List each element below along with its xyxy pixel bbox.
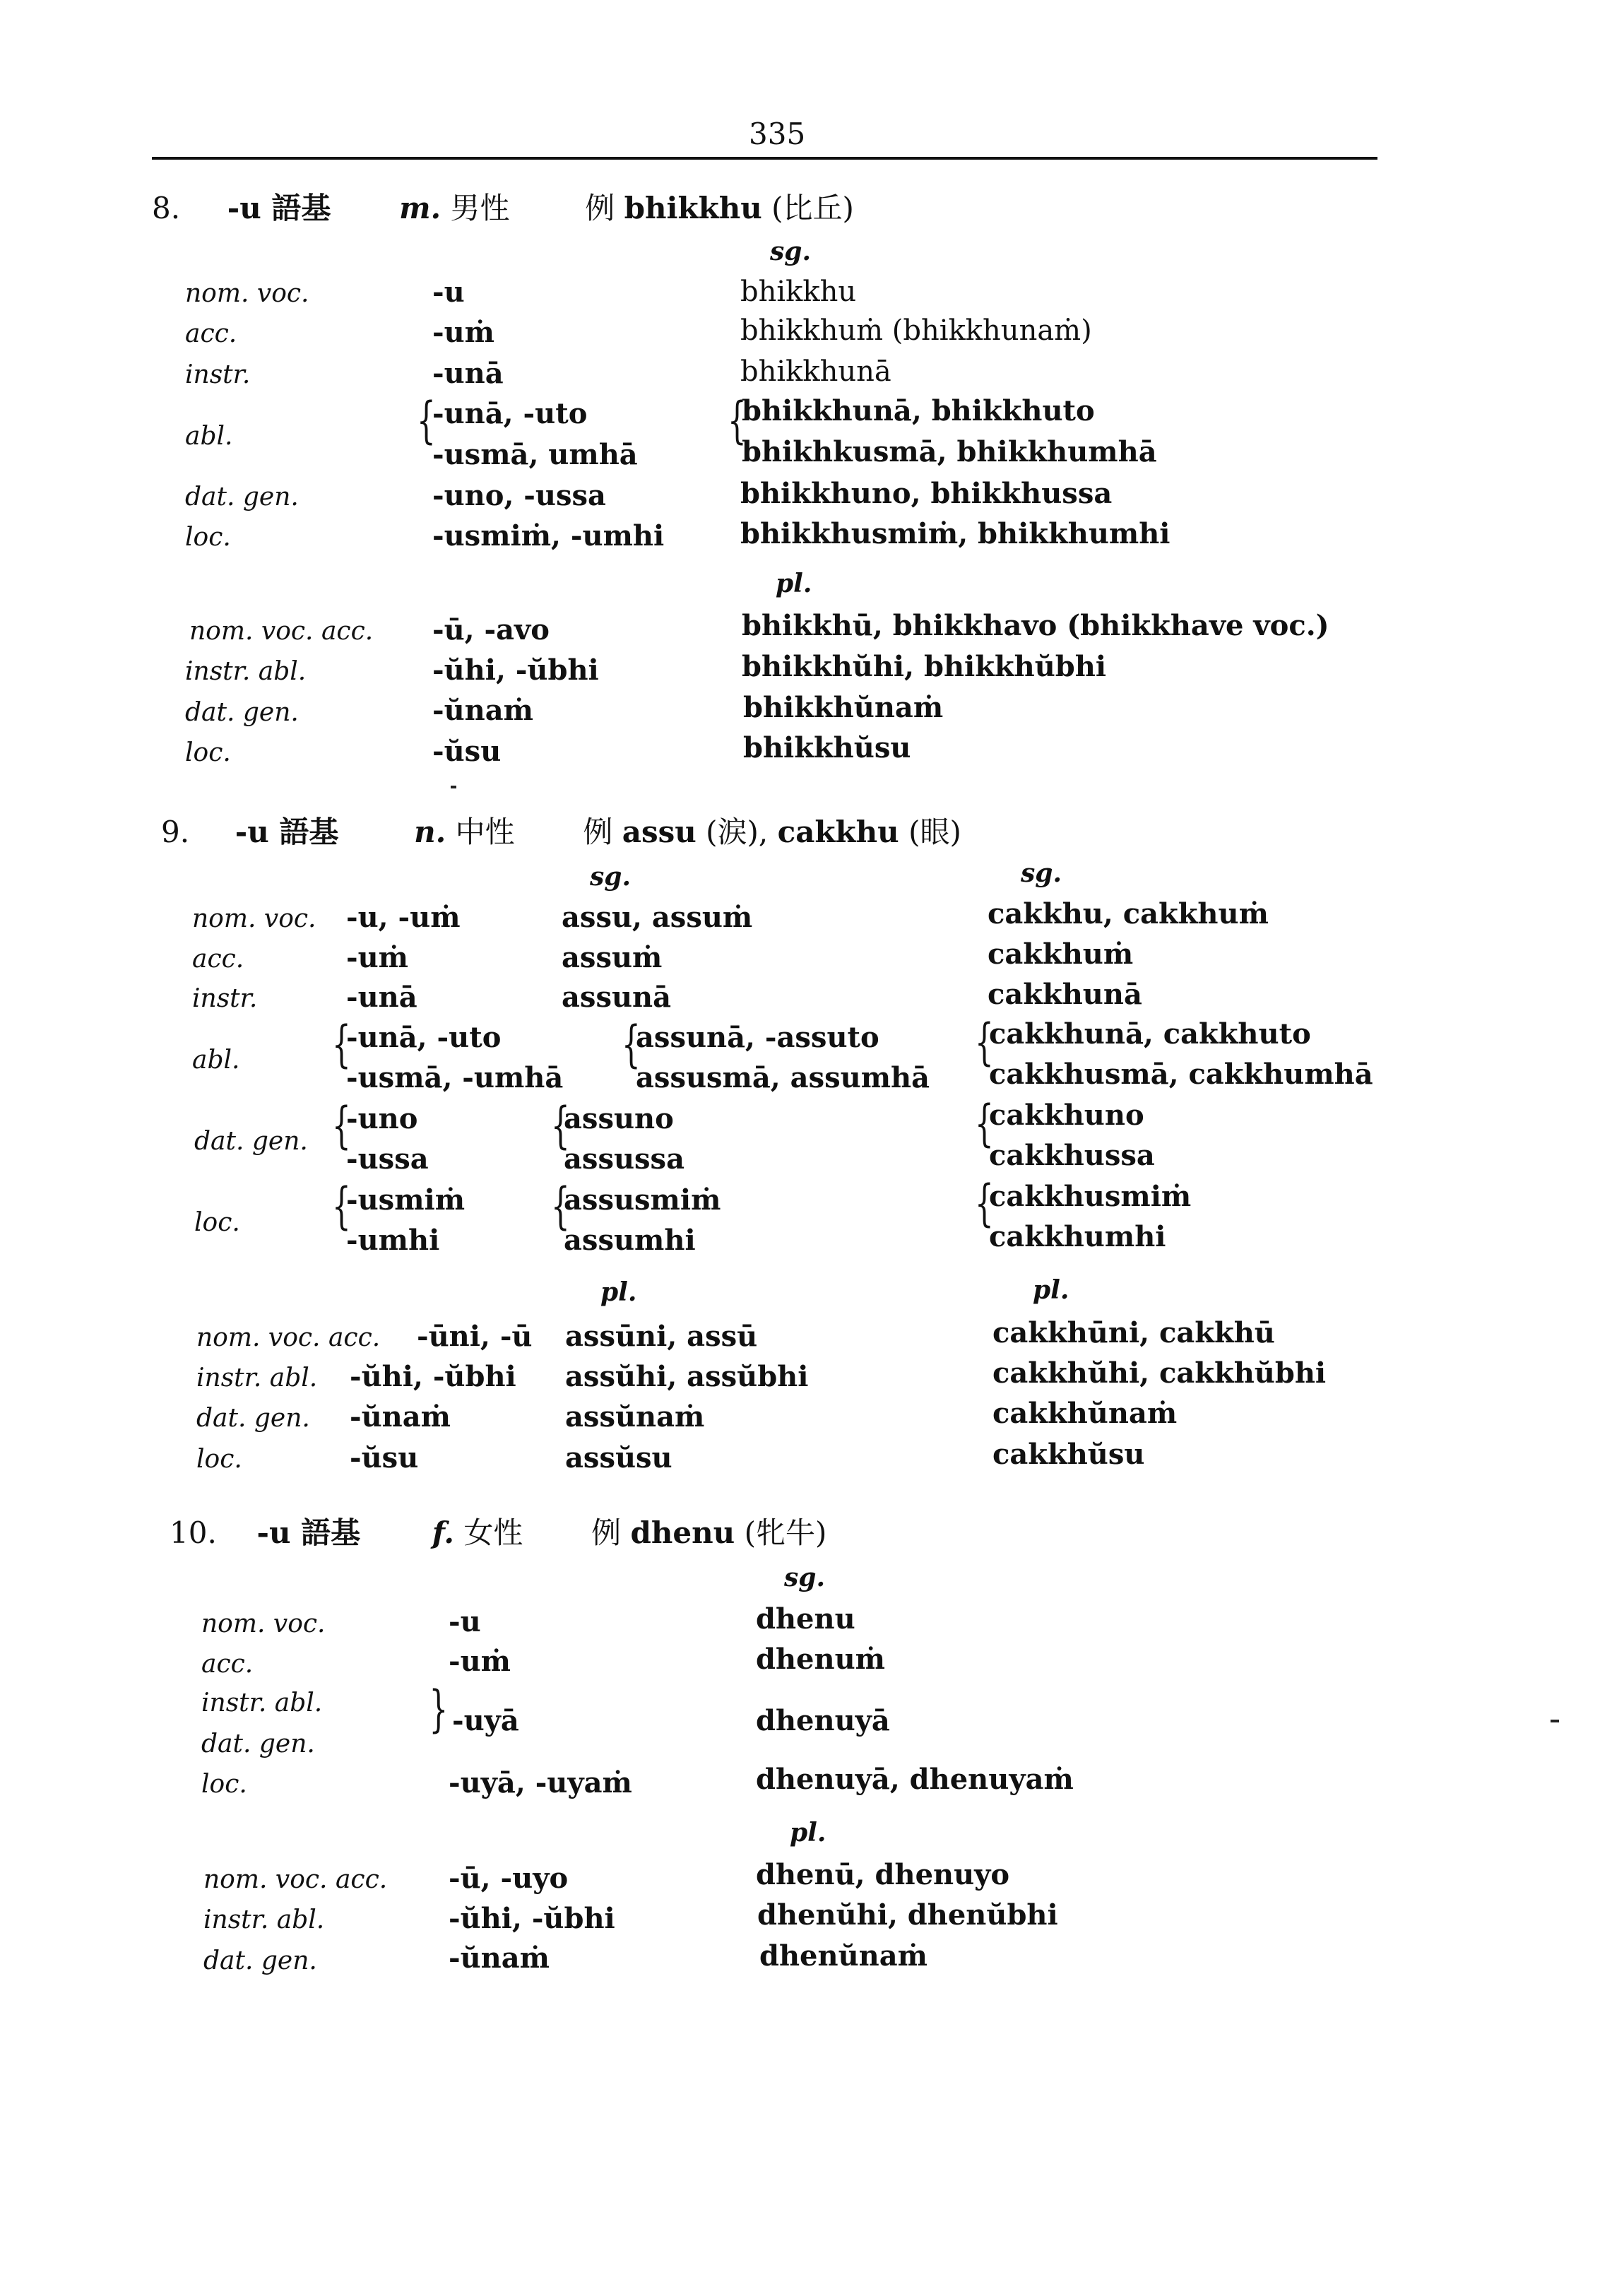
case-ending: -usmiṁ <box>346 1183 466 1217</box>
inflected-form: cakkhuno <box>989 1099 1144 1132</box>
case-label: instr. abl. <box>185 657 307 686</box>
gender-label: 女性 <box>463 1515 523 1550</box>
case-label: dat. gen. <box>194 1127 308 1156</box>
case-ending: -ŭsu <box>350 1441 419 1474</box>
inflected-form: cakkhŭhi, cakkhŭbhi <box>992 1356 1327 1390</box>
example-word: bhikkhu <box>624 191 762 225</box>
case-ending: -uno <box>346 1102 418 1135</box>
inflected-form: dhenū, dhenuyo <box>756 1858 1010 1891</box>
case-label: instr. abl. <box>203 1905 325 1934</box>
brace-icon: { <box>332 1177 351 1235</box>
case-ending: -unā <box>432 357 504 390</box>
example-word: assu <box>622 815 697 849</box>
case-label: nom. voc. <box>185 279 309 308</box>
inflected-form: bhikkhū, bhikkhavo (bhikkhave voc.) <box>742 609 1329 642</box>
case-ending: -usmā, umhā <box>432 438 638 471</box>
section-10-heading <box>170 1510 826 1552</box>
inflected-form: cakkhŭnaṁ <box>992 1397 1178 1430</box>
inflected-form: assuṁ <box>562 941 663 974</box>
inflected-form: assuno <box>564 1102 674 1135</box>
case-ending: -unā, -uto <box>346 1021 502 1054</box>
inflected-form: assūni, assū <box>565 1320 758 1353</box>
inflected-form: dhenuṁ <box>756 1643 885 1676</box>
case-ending: -uyā <box>452 1704 519 1737</box>
inflected-form: assŭsu <box>565 1441 672 1474</box>
inflected-form: assŭnaṁ <box>565 1400 705 1433</box>
inflected-form: cakkhusmā, cakkhumhā <box>989 1058 1373 1091</box>
brace-icon: { <box>728 391 747 449</box>
inflected-form: cakkhussa <box>989 1139 1155 1172</box>
section-number: 8. <box>152 191 181 225</box>
case-label: acc. <box>192 945 244 974</box>
example-label: 例 <box>591 1515 622 1550</box>
header-rule <box>152 157 1377 160</box>
case-label: instr. <box>192 984 258 1013</box>
case-ending: -uyā, -uyaṁ <box>449 1766 632 1799</box>
case-label: nom. voc. acc. <box>196 1323 381 1352</box>
brace-icon: { <box>332 1015 351 1073</box>
brace-icon: { <box>551 1096 570 1154</box>
case-ending: -ŭhi, -ŭbhi <box>350 1360 516 1393</box>
example-label: 例 <box>585 191 615 225</box>
case-label: nom. voc. acc. <box>203 1865 388 1894</box>
case-ending: -usmiṁ, -umhi <box>432 519 665 552</box>
case-ending: -ŭhi, -ŭbhi <box>432 654 599 687</box>
gender-abbrev: f. <box>432 1515 455 1550</box>
case-ending: -ussa <box>346 1142 429 1176</box>
case-ending: -u <box>449 1605 481 1638</box>
case-ending: -unā, -uto <box>432 397 588 430</box>
gender-label: 男性 <box>450 191 510 225</box>
inflected-form: assusmā, assumhā <box>636 1061 930 1094</box>
brace-icon: { <box>429 1680 449 1738</box>
example-word: cakkhu <box>777 815 899 849</box>
inflected-form: bhikkhunā <box>740 355 891 388</box>
inflected-form: cakkhunā <box>988 978 1142 1011</box>
inflected-form: dhenuyā <box>756 1704 890 1737</box>
case-ending: -u <box>432 276 465 309</box>
case-ending: -ū, -uyo <box>449 1862 569 1895</box>
case-ending: -unā <box>346 981 417 1014</box>
singular-label: sg. <box>770 237 811 266</box>
stray-mark <box>451 786 456 788</box>
case-ending: -umhi <box>346 1224 440 1257</box>
inflected-form: cakkhusmiṁ <box>989 1180 1192 1213</box>
inflected-form: dhenuyā, dhenuyaṁ <box>756 1763 1074 1796</box>
inflected-form: cakkhunā, cakkhuto <box>989 1017 1311 1051</box>
inflected-form: bhikhkusmā, bhikkhumhā <box>742 435 1157 468</box>
inflected-form: cakkhumhi <box>989 1220 1166 1253</box>
case-label: abl. <box>192 1046 240 1075</box>
case-ending: -u, -uṁ <box>346 901 461 934</box>
case-label: acc. <box>185 319 237 348</box>
case-ending: -ū, -avo <box>432 613 550 646</box>
example-word: dhenu <box>630 1515 735 1550</box>
inflected-form: assunā <box>562 981 672 1014</box>
stem-label: -u 語基 <box>227 191 331 225</box>
case-label: loc. <box>185 523 231 552</box>
stray-mark <box>1551 1720 1559 1722</box>
inflected-form: assu, assuṁ <box>562 901 753 934</box>
brace-icon: { <box>975 1013 994 1071</box>
inflected-form: dhenŭhi, dhenŭbhi <box>757 1898 1058 1932</box>
case-ending: -ŭnaṁ <box>449 1941 550 1975</box>
page-number: 335 <box>749 117 806 151</box>
case-label: dat. gen. <box>201 1730 315 1758</box>
example-gloss: (牝牛) <box>744 1515 827 1550</box>
singular-label: sg. <box>590 862 631 892</box>
plural-label: pl. <box>600 1277 637 1307</box>
inflected-form: bhikkhusmiṁ, bhikkhumhi <box>740 517 1170 550</box>
inflected-form: cakkhūni, cakkhū <box>992 1316 1275 1349</box>
case-ending: -ūni, -ū <box>417 1320 533 1353</box>
case-ending: -ŭsu <box>432 735 502 768</box>
section-9-heading <box>161 809 961 851</box>
inflected-form: assussa <box>564 1142 684 1176</box>
case-ending: -uṁ <box>432 316 495 349</box>
case-ending: -uṁ <box>346 941 409 974</box>
case-label: dat. gen. <box>196 1404 310 1433</box>
case-label: acc. <box>201 1650 254 1679</box>
brace-icon: { <box>332 1096 351 1154</box>
case-label: dat. gen. <box>185 698 299 727</box>
case-ending: -ŭhi, -ŭbhi <box>449 1902 615 1935</box>
inflected-form: bhikkhuno, bhikkhussa <box>740 477 1113 510</box>
brace-icon: { <box>975 1174 994 1232</box>
section-number: 9. <box>161 815 190 849</box>
case-ending: -uno, -ussa <box>432 479 606 512</box>
brace-icon: { <box>551 1177 570 1235</box>
inflected-form: assusmiṁ <box>564 1183 721 1217</box>
brace-icon: { <box>417 391 436 449</box>
case-label: instr. <box>185 360 251 389</box>
example-label: 例 <box>583 815 613 849</box>
case-ending: -usmā, -umhā <box>346 1061 564 1094</box>
plural-label: pl. <box>776 569 812 598</box>
gender-abbrev: n. <box>414 815 446 849</box>
inflected-form: bhikkhuṁ (bhikkhunaṁ) <box>740 314 1092 347</box>
inflected-form: assunā, -assuto <box>636 1021 879 1054</box>
case-label: loc. <box>185 738 231 767</box>
case-label: instr. abl. <box>196 1364 318 1393</box>
case-label: dat. gen. <box>185 483 299 512</box>
case-label: loc. <box>194 1208 240 1237</box>
case-label: abl. <box>185 422 233 451</box>
inflected-form: bhikkhunā, bhikkhuto <box>742 394 1095 427</box>
inflected-form: bhikkhu <box>740 276 857 308</box>
example-gloss: (比丘) <box>771 191 854 225</box>
plural-label: pl. <box>1033 1275 1069 1305</box>
inflected-form: assumhi <box>564 1224 696 1257</box>
stem-label: -u 語基 <box>235 815 339 849</box>
inflected-form: assŭhi, assŭbhi <box>565 1360 809 1393</box>
inflected-form: cakkhŭsu <box>992 1438 1145 1471</box>
brace-icon: { <box>622 1015 641 1073</box>
example-gloss: (涙), <box>706 815 769 849</box>
inflected-form: dhenu <box>756 1602 855 1636</box>
case-ending: -uṁ <box>449 1645 511 1678</box>
case-label: instr. abl. <box>201 1689 323 1717</box>
gender-abbrev: m. <box>399 191 441 225</box>
case-label: loc. <box>201 1770 247 1799</box>
case-label: loc. <box>196 1445 242 1474</box>
inflected-form: cakkhu, cakkhuṁ <box>988 897 1269 930</box>
inflected-form: bhikkhŭhi, bhikkhŭbhi <box>742 650 1107 683</box>
inflected-form: cakkhuṁ <box>988 938 1134 971</box>
inflected-form: bhikkhŭnaṁ <box>743 691 944 724</box>
case-label: nom. voc. <box>201 1609 326 1638</box>
brace-icon: { <box>975 1094 994 1152</box>
section-number: 10. <box>170 1515 217 1550</box>
case-label: nom. voc. acc. <box>189 617 374 646</box>
case-label: nom. voc. <box>192 904 316 933</box>
section-8-heading <box>152 185 854 227</box>
example-gloss: (眼) <box>908 815 961 849</box>
singular-label: sg. <box>784 1563 825 1592</box>
case-label: dat. gen. <box>203 1946 317 1975</box>
inflected-form: dhenŭnaṁ <box>759 1939 927 1973</box>
gender-label: 中性 <box>455 815 515 849</box>
case-ending: -ŭnaṁ <box>432 694 534 727</box>
singular-label: sg. <box>1021 858 1062 888</box>
case-ending: -ŭnaṁ <box>350 1400 451 1433</box>
stem-label: -u 語基 <box>256 1515 361 1550</box>
plural-label: pl. <box>790 1818 826 1847</box>
inflected-form: bhikkhŭsu <box>743 731 911 764</box>
